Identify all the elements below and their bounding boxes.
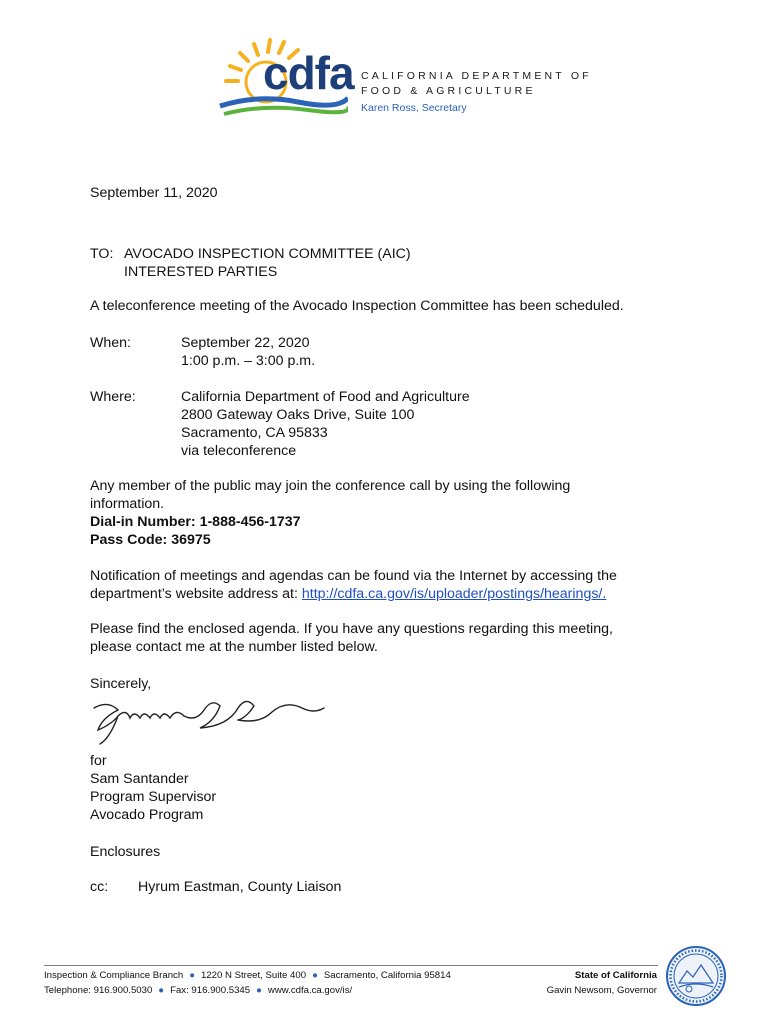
where-line: California Department of Food and Agriculture [181, 389, 470, 405]
agenda-line-1: Please find the enclosed agenda. If you have any questions regarding this meeting, [90, 621, 613, 637]
cc-label: cc: [90, 879, 109, 895]
bullet-icon: ● [312, 970, 318, 981]
meeting-time: 1:00 p.m. – 3:00 p.m. [181, 353, 316, 369]
when-label: When: [90, 335, 132, 351]
where-line: 2800 Gateway Oaks Drive, Suite 100 [181, 407, 415, 423]
public-access-line-1: Any member of the public may join the conference call by using the following [90, 478, 571, 494]
footer-state: State of California [574, 970, 657, 981]
hearings-postings-link[interactable]: http://cdfa.ca.gov/is/uploader/postings/hearings/. [301, 586, 607, 602]
footer-address-line [44, 970, 451, 982]
handwritten-signature [88, 688, 328, 750]
notification-line-1: Notification of meetings and agendas can be found via the Internet by accessing the [90, 568, 617, 584]
intro-paragraph: A teleconference meeting of the Avocado Inspection Committee has been scheduled. [90, 298, 624, 314]
footer-divider [44, 965, 658, 966]
footer-branch: Inspection & Compliance Branch [44, 970, 184, 981]
signer-name: Sam Santander [90, 771, 189, 787]
footer-contact-line [44, 985, 352, 997]
agenda-line-2: please contact me at the number listed below. [90, 639, 378, 655]
bullet-icon: ● [256, 985, 262, 996]
agency-name-line-1: CALIFORNIA DEPARTMENT OF [361, 70, 592, 82]
pass-code: Pass Code: 36975 [90, 532, 211, 548]
to-prefix: TO: [90, 246, 114, 262]
bullet-icon: ● [158, 985, 165, 996]
addressee-line-1: AVOCADO INSPECTION COMMITTEE (AIC) [124, 246, 411, 262]
enclosures-label: Enclosures [90, 844, 161, 860]
for-label: for [90, 753, 107, 769]
footer-street: 1220 N Street, Suite 400 [200, 970, 307, 981]
meeting-date: September 22, 2020 [181, 335, 310, 351]
footer-telephone: Telephone: 916.900.5030 [44, 985, 153, 996]
notification-line-2-prefix: department’s website address at: [90, 586, 298, 602]
where-line: Sacramento, CA 95833 [181, 425, 328, 441]
where-label: Where: [90, 389, 136, 405]
footer-city: Sacramento, California 95814 [323, 970, 451, 981]
letter-date: September 11, 2020 [90, 185, 218, 201]
bullet-icon: ● [189, 970, 195, 981]
where-line: via teleconference [181, 443, 297, 459]
signer-program: Avocado Program [90, 807, 204, 823]
public-access-line-2: information. [90, 496, 165, 512]
footer-governor: Gavin Newsom, Governor [546, 985, 657, 996]
dial-in-number: Dial-in Number: 1-888-456-1737 [90, 514, 301, 530]
footer-fax: Fax: 916.900.5345 [170, 985, 251, 996]
secretary-name: Karen Ross, Secretary [361, 102, 467, 114]
cc-recipient: Hyrum Eastman, County Liaison [138, 879, 342, 895]
footer-website[interactable]: www.cdfa.ca.gov/is/ [267, 985, 353, 996]
closing: Sincerely, [90, 676, 152, 692]
addressee-line-2: INTERESTED PARTIES [124, 264, 278, 280]
signer-title: Program Supervisor [90, 789, 217, 805]
agency-name-line-2: FOOD & AGRICULTURE [361, 85, 536, 97]
cdfa-logo-text: cdfa [263, 47, 354, 99]
notification-line-2 [90, 585, 606, 603]
california-state-seal-icon [665, 945, 727, 1007]
